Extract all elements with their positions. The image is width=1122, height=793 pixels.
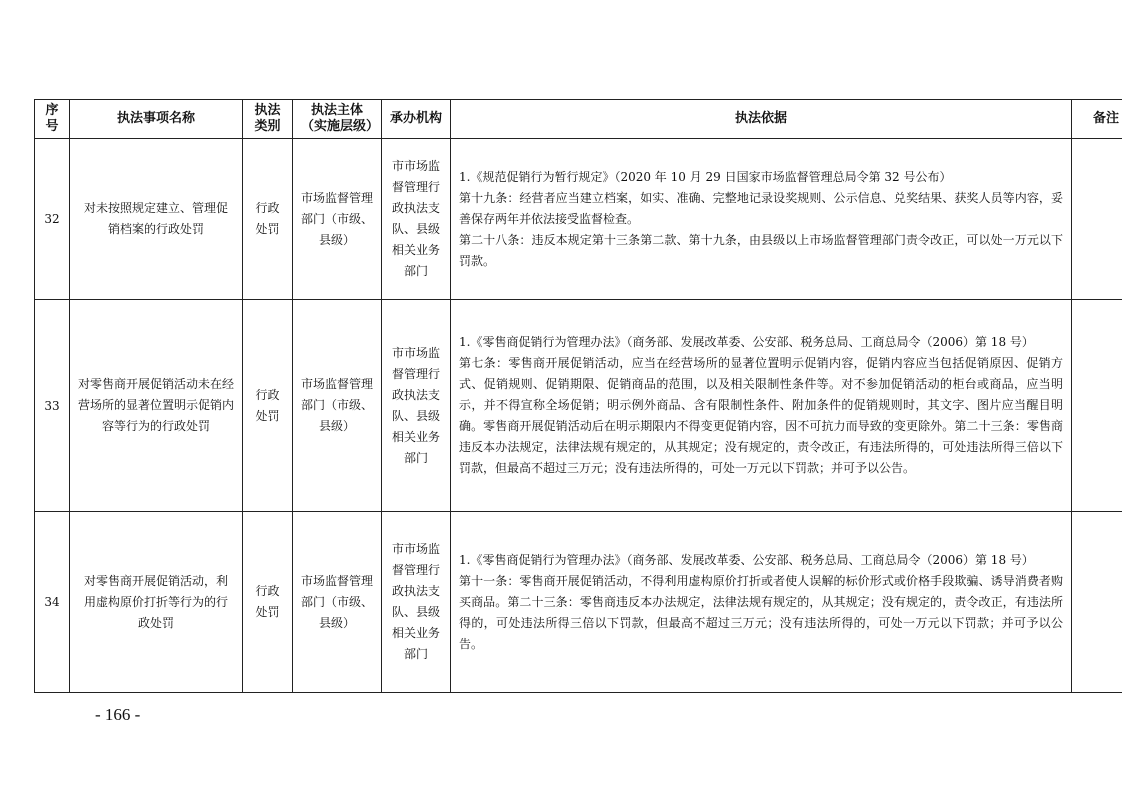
header-seq: 序号 — [35, 100, 70, 139]
basis-paragraph: 第二十八条：违反本规定第十三条第二款、第十九条，由县级以上市场监督管理部门责令改正，可以处一万元以下罚款。 — [459, 232, 1063, 268]
row-org: 市市场监督管理行政执法支队、县级相关业务部门 — [382, 300, 451, 512]
row-basis — [451, 300, 1072, 512]
table-row — [35, 300, 1122, 512]
basis-paragraph: 第十一条：零售商开展促销活动，不得利用虚构原价打折或者使人误解的标价形式或价格手段欺骗、诱导消费者购买商品。第二十三条：零售商违反本办法规定，法律法规有规定的，从其规定；没有规定的，责令改正，有违法所得的，可处违法所得三倍以下罚款，但最高不超过三万元；没有违法所得的，可处一万元以下罚款；并可予以公告。 — [459, 573, 1063, 651]
table-row — [35, 139, 1122, 300]
basis-paragraph: 1.《零售商促销行为管理办法》（商务部、发展改革委、公安部、税务总局、工商总局令（2006）第 18 号） — [459, 552, 1034, 567]
row-seq: 32 — [35, 139, 70, 300]
row-seq: 33 — [35, 300, 70, 512]
row-type: 行政处罚 — [243, 139, 293, 300]
row-type: 行政处罚 — [243, 300, 293, 512]
enforcement-table — [34, 99, 1122, 693]
header-basis: 执法依据 — [451, 100, 1072, 139]
row-remark — [1072, 139, 1122, 300]
basis-paragraph: 第十九条：经营者应当建立档案，如实、准确、完整地记录设奖规则、公示信息、兑奖结果、获奖人员等内容，妥善保存两年并依法接受监督检查。 — [459, 190, 1063, 226]
row-subject: 市场监督管理部门（市级、县级） — [293, 300, 382, 512]
page-number: - 166 - — [95, 705, 141, 724]
table-row — [35, 512, 1122, 693]
row-org: 市市场监督管理行政执法支队、县级相关业务部门 — [382, 139, 451, 300]
basis-paragraph: 1.《规范促销行为暂行规定》（2020 年 10 月 29 日国家市场监督管理总局令第 32 号公布） — [459, 169, 952, 184]
row-subject: 市场监督管理部门（市级、县级） — [293, 139, 382, 300]
header-remark: 备注 — [1072, 100, 1122, 139]
row-org: 市市场监督管理行政执法支队、县级相关业务部门 — [382, 512, 451, 693]
header-org: 承办机构 — [382, 100, 451, 139]
row-remark — [1072, 512, 1122, 693]
basis-paragraph: 第七条：零售商开展促销活动，应当在经营场所的显著位置明示促销内容，促销内容应当包括促销原因、促销方式、促销规则、促销期限、促销商品的范围，以及相关限制性条件等。对不参加促销活动的柜台或商品，应当明示，并不得宣称全场促销；明示例外商品、含有限制性条件、附加条件的促销规则时，其文字、图片应当醒目明确。零售商开展促销活动后在明示期限内不得变更促销内容，因不可抗力而导致的变更除外。第二十三条：零售商违反本办法规定，法律法规有规定的，从其规定；没有规定的，责令改正，有违法所得的，可处违法所得三倍以下罚款，但最高不超过三万元；没有违法所得的，可处一万元以下罚款；并可予以公告。 — [459, 356, 1063, 475]
row-item: 对零售商开展促销活动，利用虚构原价打折等行为的行政处罚 — [70, 512, 243, 693]
row-type: 行政处罚 — [243, 512, 293, 693]
row-basis — [451, 139, 1072, 300]
row-item: 对零售商开展促销活动未在经营场所的显著位置明示促销内容等行为的行政处罚 — [70, 300, 243, 512]
header-item: 执法事项名称 — [70, 100, 243, 139]
row-seq: 34 — [35, 512, 70, 693]
basis-paragraph: 1.《零售商促销行为管理办法》（商务部、发展改革委、公安部、税务总局、工商总局令（2006）第 18 号） — [459, 335, 1034, 349]
header-subject: 执法主体（实施层级） — [293, 100, 382, 139]
header-type: 执法类别 — [243, 100, 293, 139]
row-basis — [451, 512, 1072, 693]
row-remark — [1072, 300, 1122, 512]
row-item: 对未按照规定建立、管理促销档案的行政处罚 — [70, 139, 243, 300]
header-row — [35, 100, 1122, 139]
row-subject: 市场监督管理部门（市级、县级） — [293, 512, 382, 693]
